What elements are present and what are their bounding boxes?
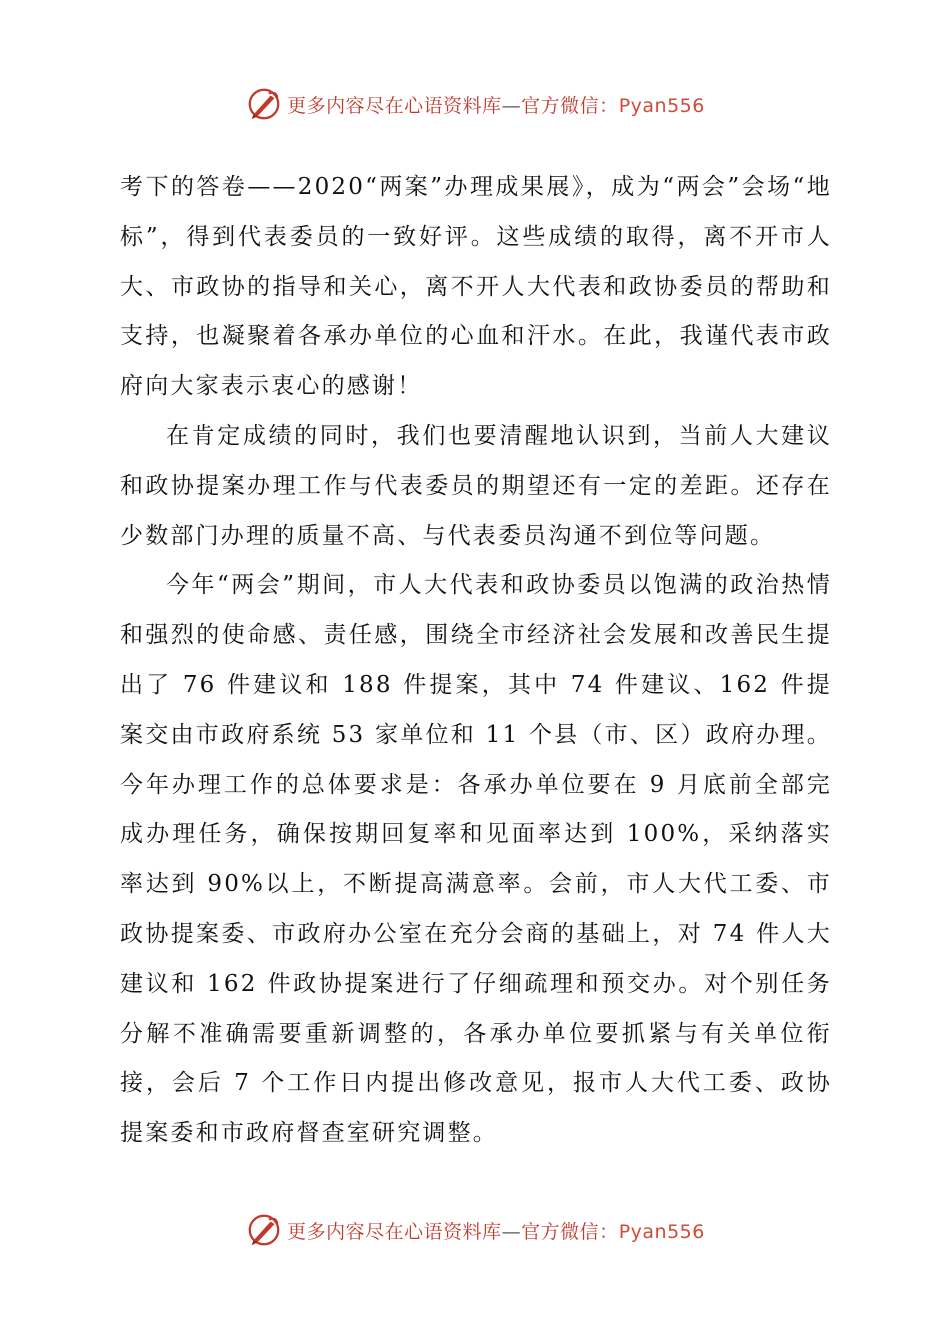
pen-logo-icon: [245, 1211, 283, 1249]
paragraph-2: 在肯定成绩的同时，我们也要清醒地认识到，当前人大建议和政协提案办理工作与代表委员的期望还有一定的差距。还存在少数部门办理的质量不高、与代表委员沟通不到位等问题。: [120, 422, 832, 549]
watermark-brand: 更多内容尽在心语资料库: [287, 1220, 502, 1243]
watermark-label: 官方微信：: [521, 94, 619, 117]
watermark-text: [287, 91, 705, 118]
watermark-brand: 更多内容尽在心语资料库: [287, 94, 502, 117]
watermark-separator: —: [501, 1220, 522, 1243]
watermark-label: 官方微信：: [521, 1220, 619, 1243]
pen-logo-icon: [245, 85, 283, 123]
paragraph-1: 考下的答卷——2020“两案”办理成果展》，成为“两会”会场“地标”，得到代表委员的一致好评。这些成绩的取得，离不开市人大、市政协的指导和关心，离不开人大代表和政协委员的帮助和支持，也凝聚着各承办单位的心血和汗水。在此，我谨代表市政府向大家表示衷心的感谢！: [120, 174, 832, 400]
header-watermark: [0, 84, 950, 124]
watermark-handle: Pyan556: [618, 94, 705, 117]
paragraph-3: 今年“两会”期间，市人大代表和政协委员以饱满的政治热情和强烈的使命感、责任感，围绕全市经济社会发展和改善民生提出了 76 件建议和 188 件提案，其中 74 件建议、162 件提案交由市政府系统 53 家单位和 11 个县（市、区）政府办理。今年办理工作的总体要求是：各承办单位要在 9 月底前全部完成办理任务，确保按期回复率和见面率达到 100%，采纳落实率达到 90%以上，不断提高满意率。会前，市人大代工委、市政协提案委、市政府办公室在充分会商的基础上，对 74 件人大建议和 162 件政协提案进行了仔细疏理和预交办。对个别任务分解不准确需要重新调整的，各承办单位要抓紧与有关单位衔接，会后 7 个工作日内提出修改意见，报市人大代工委、政协提案委和市政府督查室研究调整。: [120, 572, 832, 1147]
watermark-separator: —: [501, 94, 522, 117]
footer-watermark: [0, 1210, 950, 1250]
watermark-text: [287, 1217, 705, 1244]
document-body: [120, 163, 832, 1159]
watermark-handle: Pyan556: [618, 1220, 705, 1243]
